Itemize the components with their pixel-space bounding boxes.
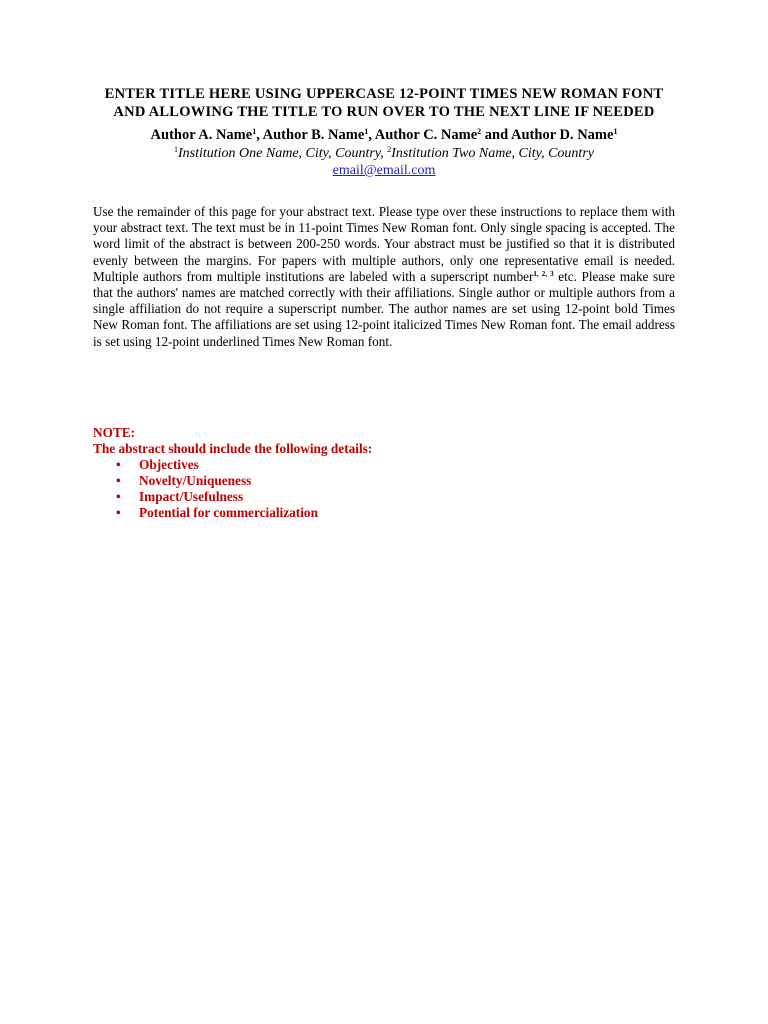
note-label: NOTE: <box>93 425 136 440</box>
author-superscript: 1 <box>252 127 257 136</box>
affiliation-text: Institution Two Name, City, Country <box>391 146 594 161</box>
bullet-icon: • <box>116 457 121 472</box>
affiliation-superscript: 1 <box>174 145 178 154</box>
author-name: Author C. Name <box>374 127 478 143</box>
title-line-1: ENTER TITLE HERE USING UPPERCASE 12-POINT TIMES NEW ROMAN FONT <box>104 86 664 102</box>
bullet-icon: • <box>116 473 121 488</box>
list-item <box>93 473 675 489</box>
abstract-text: Use the remainder of this page for your abstract text. Please type over these instructions to replace them with your abstract text. The text must be in 11-point Times New Roman font. Only single spacing is accepted. The word limit of the abstract is between 200-250 words. Your abstract must be justified so that it is distributed evenly between the margins. For papers with multiple authors, only one representative email is needed. Multiple authors from multiple institutions are labeled with a superscript number <box>93 204 675 284</box>
paper-title <box>80 86 688 121</box>
affiliation-superscript: 2 <box>387 145 392 154</box>
author-superscript: 1 <box>613 127 618 136</box>
note-list <box>93 457 675 521</box>
bullet-icon: • <box>116 489 121 504</box>
affiliation-text: Institution One Name, City, Country, <box>178 146 388 161</box>
author-list <box>80 126 688 144</box>
list-item-text: Potential for commercialization <box>139 505 318 520</box>
note-section <box>93 425 675 521</box>
affiliation-line <box>80 145 688 162</box>
author-name: Author B. Name <box>262 127 365 143</box>
abstract-superscript: 1, 2, 3 <box>533 269 554 278</box>
author-name: Author A. Name <box>150 127 253 143</box>
email-line <box>80 162 688 179</box>
list-item <box>93 489 675 505</box>
abstract-text-continued: etc. Please make sure that the authors' names are matched correctly with their affiliations. Single author or multiple authors from a single affiliation do not require a superscript number. The author names are set using 12-point bold Times New Roman font. The affiliations are set using 12-point italicized Times New Roman font. The email address is set using 12-point underlined Times New Roman font. <box>93 268 675 349</box>
author-separator: and <box>481 127 512 143</box>
note-intro: The abstract should include the following details: <box>93 441 373 456</box>
list-item-text: Objectives <box>139 457 199 472</box>
author-separator: , <box>256 127 263 143</box>
bullet-icon: • <box>116 505 121 520</box>
email-link[interactable]: email@email.com <box>332 163 436 178</box>
author-name: Author D. Name <box>511 127 614 143</box>
title-line-2: AND ALLOWING THE TITLE TO RUN OVER TO THE NEXT LINE IF NEEDED <box>113 103 655 120</box>
author-superscript: 1 <box>364 127 369 136</box>
list-item <box>93 457 675 473</box>
list-item-text: Novelty/Uniqueness <box>139 473 252 488</box>
abstract-body <box>93 204 675 350</box>
author-separator: , <box>368 127 375 143</box>
list-item-text: Impact/Usefulness <box>139 489 244 504</box>
list-item <box>93 505 675 521</box>
author-superscript: 2 <box>477 127 482 136</box>
